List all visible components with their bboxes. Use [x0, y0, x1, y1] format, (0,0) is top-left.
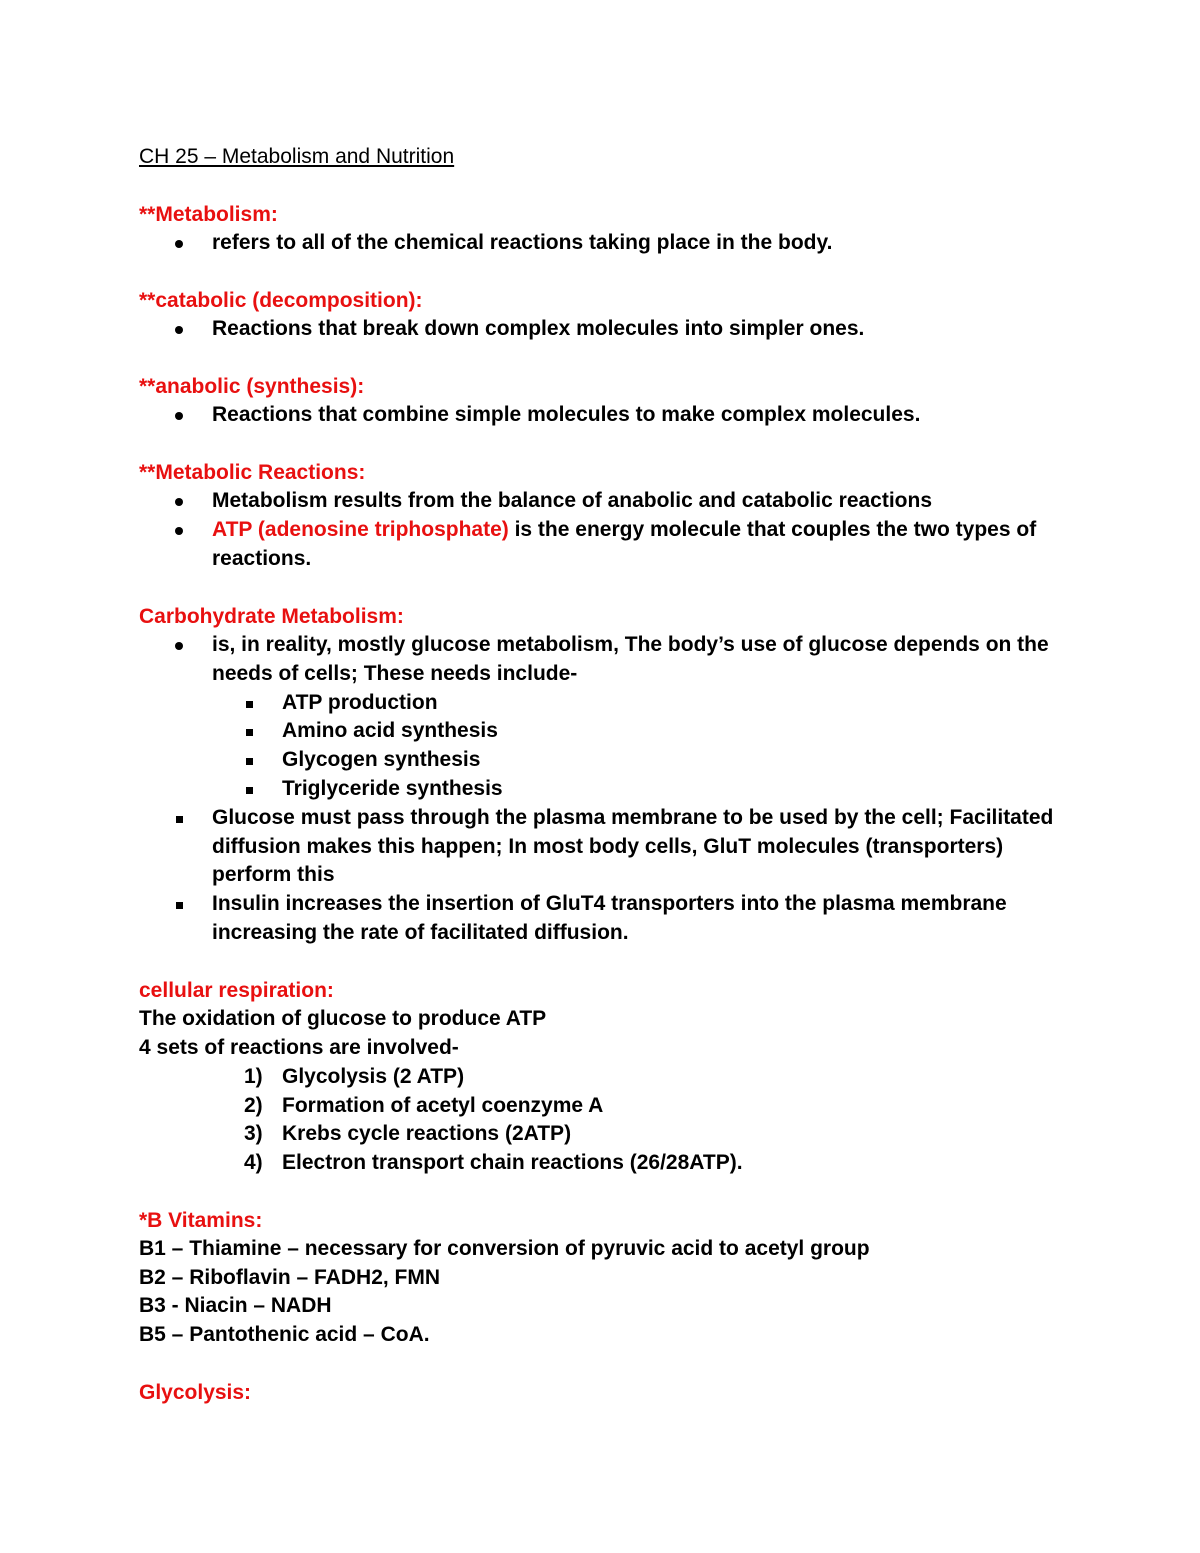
step-number: 3): [244, 1122, 263, 1145]
insulin-bullet: Insulin increases the insertion of GluT4 transporters into the plasma membrane: [212, 890, 1007, 918]
insulin-bullet-cont: increasing the rate of facilitated diffusion.: [212, 921, 629, 944]
metabolism-heading: **Metabolism:: [139, 203, 278, 226]
step-number: 2): [244, 1094, 263, 1117]
carbohydrate-heading: Carbohydrate Metabolism:: [139, 605, 404, 628]
respiration-step: [244, 1149, 743, 1177]
step-text: Glycolysis (2 ATP): [282, 1065, 465, 1088]
vitamin-line: B3 - Niacin – NADH: [139, 1294, 332, 1317]
need-item: Amino acid synthesis: [282, 717, 498, 745]
carbohydrate-bullet-1-cont: needs of cells; These needs include-: [212, 662, 578, 685]
vitamin-line: B1 – Thiamine – necessary for conversion of pyruvic acid to acetyl group: [139, 1237, 870, 1260]
cellular-respiration-line-1: The oxidation of glucose to produce ATP: [139, 1007, 547, 1030]
glucose-bullet-cont-2: perform this: [212, 863, 335, 886]
step-text: Formation of acetyl coenzyme A: [282, 1094, 604, 1117]
anabolic-heading: **anabolic (synthesis):: [139, 375, 365, 398]
catabolic-heading: **catabolic (decomposition):: [139, 289, 423, 312]
need-item: ATP production: [282, 689, 438, 717]
glycolysis-heading: Glycolysis:: [139, 1381, 252, 1404]
metabolic-reactions-bullet-2-cont: reactions.: [212, 547, 312, 570]
respiration-step: [244, 1120, 572, 1148]
step-text: Electron transport chain reactions (26/28ATP).: [282, 1151, 743, 1174]
metabolic-reactions-heading: **Metabolic Reactions:: [139, 461, 366, 484]
atp-description: is the energy molecule that couples the two types of: [508, 518, 1037, 541]
vitamin-line: B2 – Riboflavin – FADH2, FMN: [139, 1266, 441, 1289]
need-item: Glycogen synthesis: [282, 746, 480, 774]
metabolic-reactions-bullet-2: [212, 516, 1036, 544]
glucose-bullet-cont-1: diffusion makes this happen; In most body cells, GluT molecules (transporters): [212, 835, 1004, 858]
b-vitamins-heading: *B Vitamins:: [139, 1209, 263, 1232]
cellular-respiration-heading: cellular respiration:: [139, 979, 334, 1002]
page-title: CH 25 – Metabolism and Nutrition: [139, 145, 455, 168]
anabolic-bullet: Reactions that combine simple molecules to make complex molecules.: [212, 401, 920, 429]
respiration-step: [244, 1063, 465, 1091]
vitamin-line: B5 – Pantothenic acid – CoA.: [139, 1323, 430, 1346]
respiration-step: [244, 1092, 604, 1120]
cellular-respiration-line-2: 4 sets of reactions are involved-: [139, 1036, 459, 1059]
need-item: Triglyceride synthesis: [282, 775, 503, 803]
step-text: Krebs cycle reactions (2ATP): [282, 1122, 572, 1145]
step-number: 4): [244, 1151, 263, 1174]
metabolic-reactions-bullet-1: Metabolism results from the balance of anabolic and catabolic reactions: [212, 487, 932, 515]
step-number: 1): [244, 1065, 263, 1088]
metabolism-bullet: refers to all of the chemical reactions taking place in the body.: [212, 229, 832, 257]
glucose-bullet: Glucose must pass through the plasma membrane to be used by the cell; Facilitated: [212, 804, 1053, 832]
atp-term: ATP (adenosine triphosphate): [212, 518, 509, 541]
catabolic-bullet: Reactions that break down complex molecules into simpler ones.: [212, 315, 864, 343]
carbohydrate-bullet-1: is, in reality, mostly glucose metabolism, The body’s use of glucose depends on the: [212, 631, 1049, 659]
